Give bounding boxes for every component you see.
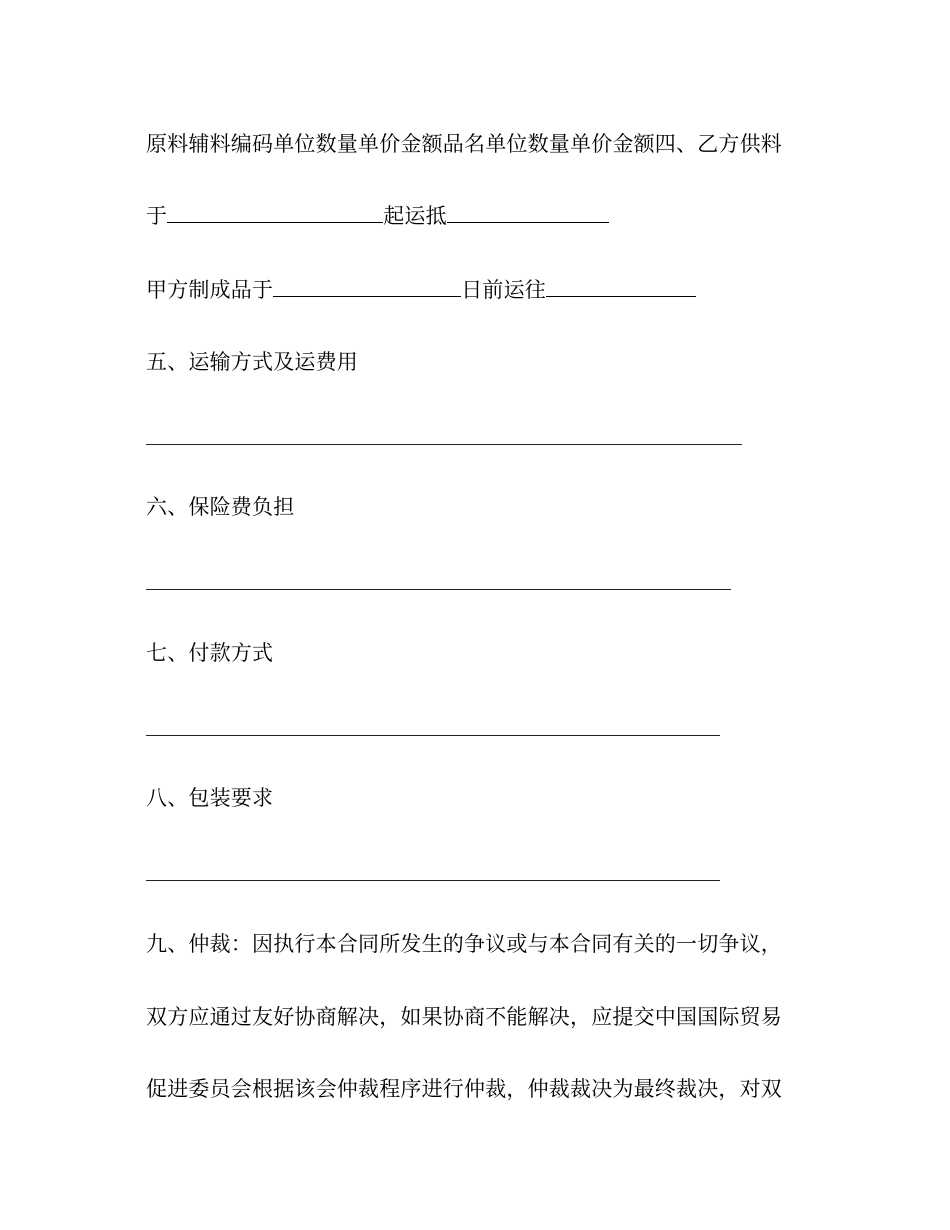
supply-prefix: 于 bbox=[146, 204, 168, 228]
section-7-heading: 七、付款方式 bbox=[146, 641, 274, 665]
supply-date-blank[interactable] bbox=[167, 202, 383, 223]
product-date-blank[interactable] bbox=[273, 276, 461, 297]
supply-middle-text: 起运抵 bbox=[383, 204, 447, 228]
product-prefix: 甲方制成品于 bbox=[146, 278, 274, 302]
section-8-fill-line[interactable] bbox=[146, 880, 720, 881]
section-7-fill-line[interactable] bbox=[146, 735, 720, 736]
supply-shipping-line bbox=[146, 202, 609, 230]
supply-destination-blank[interactable] bbox=[447, 202, 609, 223]
product-destination-blank[interactable] bbox=[546, 276, 696, 297]
section-8-heading: 八、包装要求 bbox=[146, 786, 274, 810]
material-header-line: 原料辅料编码单位数量单价金额品名单位数量单价金额四、乙方供料 bbox=[146, 132, 782, 156]
section-5-heading: 五、运输方式及运费用 bbox=[146, 350, 358, 374]
section-9-line-1: 九、仲裁：因执行本合同所发生的争议或与本合同有关的一切争议， bbox=[146, 932, 782, 956]
section-6-fill-line[interactable] bbox=[146, 589, 731, 590]
section-6-heading: 六、保险费负担 bbox=[146, 495, 295, 519]
section-9-line-3: 促进委员会根据该会仲裁程序进行仲裁，仲裁裁决为最终裁决，对双 bbox=[146, 1077, 782, 1101]
product-middle-text: 日前运往 bbox=[461, 278, 547, 302]
product-shipping-line bbox=[146, 276, 696, 304]
section-5-fill-line[interactable] bbox=[146, 444, 742, 445]
section-9-line-2: 双方应通过友好协商解决，如果协商不能解决，应提交中国国际贸易 bbox=[146, 1005, 782, 1029]
